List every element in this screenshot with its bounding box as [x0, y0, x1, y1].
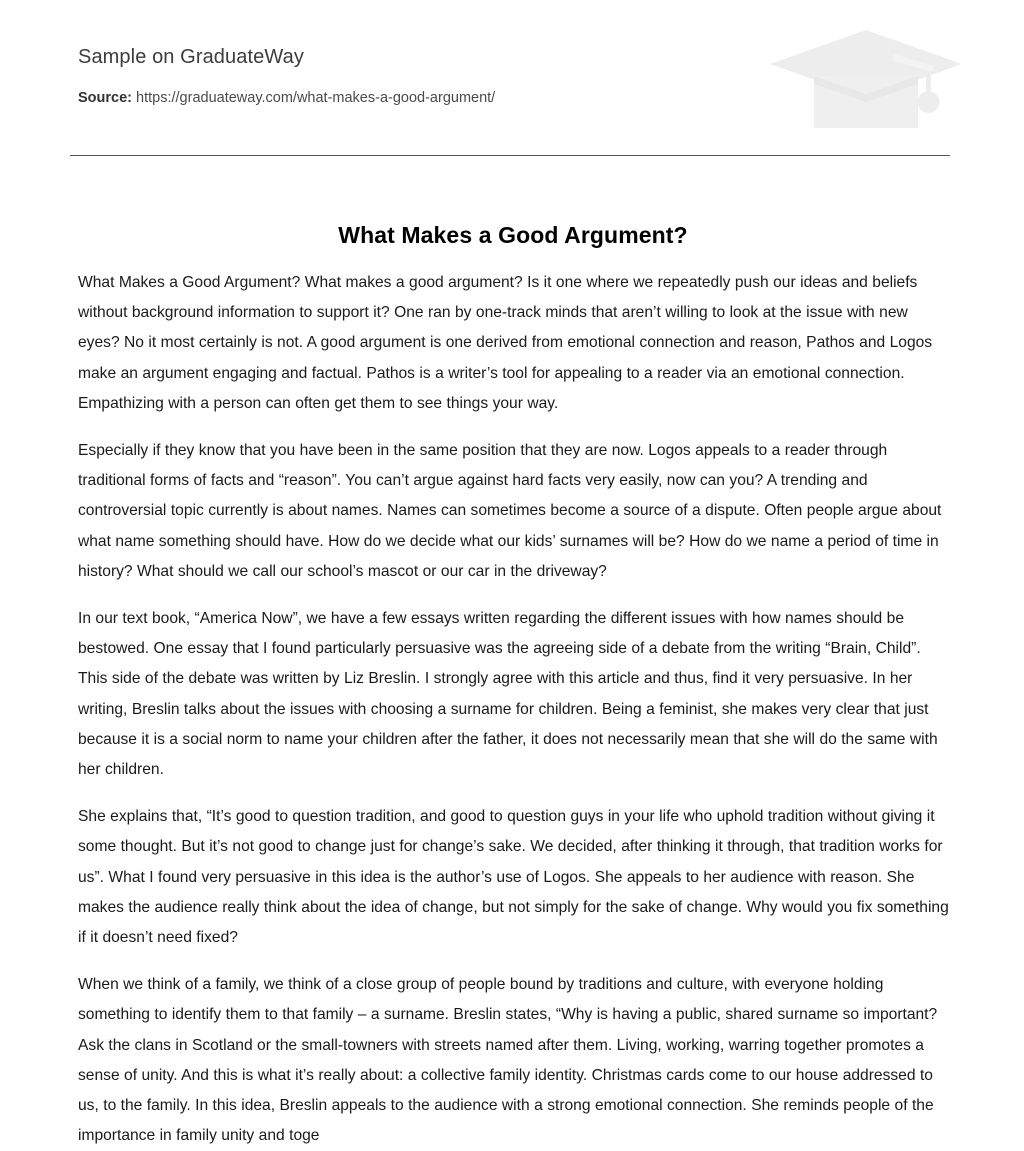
paragraph: Especially if they know that you have been in the same position that they are now. Logos appeals to a reader through traditional forms of facts and “reason”. You can’t argue against hard facts very easily, now can you? A trending and controversial topic currently is about names. Names can sometimes become a source of a dispute. Often people argue about what name something should have. How do we decide what our kids’ surnames will be? How do we name a period of time in history? What should we call our school’s mascot or our car in the driveway?	[78, 442, 942, 580]
page-title: What Makes a Good Argument?	[338, 222, 688, 249]
source-line	[78, 88, 495, 108]
source-url[interactable]: https://graduateway.com/what-makes-a-good-argument/	[136, 90, 496, 106]
header-divider	[70, 155, 950, 156]
paragraph: What Makes a Good Argument? What makes a good argument? Is it one where we repeatedly push our ideas and beliefs without background information to support it? One ran by one-track minds that aren’t willing to look at the issue with new eyes? No it most certainly is not. A good argument is one derived from emotional connection and reason, Pathos and Logos make an argument engaging and factual. Pathos is a writer’s tool for appealing to a reader via an emotional connection. Empathizing with a person can often get them to see things your way.	[78, 274, 933, 412]
document-body	[78, 268, 950, 1151]
paragraph: She explains that, “It’s good to question tradition, and good to question guys in your life who uphold tradition without giving it some thought. But it’s not good to change just for change’s sake. We decided, after thinking it through, that tradition works for us”. What I found very persuasive in this idea is the author’s use of Logos. She appeals to her audience with reason. She makes the audience really think about the idea of change, but not simply for the sake of change. Why would you fix something if it doesn’t need fixed?	[78, 808, 949, 947]
page-header	[0, 0, 1024, 156]
graduation-cap-icon	[766, 26, 966, 134]
paragraph: In our text book, “America Now”, we have a few essays written regarding the different issues with how names should be bestowed. One essay that I found particularly persuasive was the agreeing side of a debate from the writing “Brain, Child”. This side of the debate was written by Liz Breslin. I strongly agree with this article and thus, find it very persuasive. In her writing, Breslin talks about the issues with choosing a surname for children. Being a feminist, she makes very clear that just because it is a social norm to name your children after the father, it does not necessarily mean that she will do the same with her children.	[78, 610, 938, 779]
paragraph: When we think of a family, we think of a close group of people bound by traditions and culture, with everyone holding something to identify them to that family – a surname. Breslin states, “Why is having a public, shared surname so important? Ask the clans in Scotland or the small-towners with streets named after them. Living, working, warring together promotes a sense of unity. And this is what it’s really about: a collective family identity. Christmas cards come to our house addressed to us, to the family. In this idea, Breslin appeals to the audience with a strong emotional connection. She reminds people of the importance in family unity and toge	[78, 976, 938, 1145]
source-label: Source:	[78, 90, 132, 106]
brand-title: Sample on GraduateWay	[78, 46, 304, 68]
